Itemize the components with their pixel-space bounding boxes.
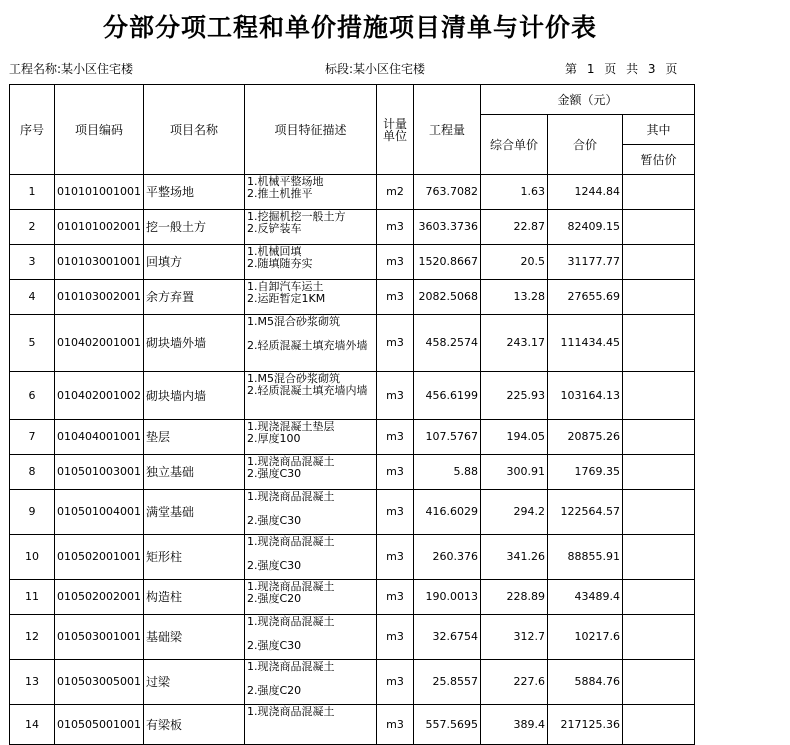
cell-code: 010503005001 <box>55 660 144 705</box>
table-row <box>10 455 695 490</box>
cell-price: 228.89 <box>480 580 547 615</box>
cell-qty: 190.0013 <box>413 580 480 615</box>
cell-total: 27655.69 <box>547 280 622 315</box>
cell-name: 回填方 <box>143 245 244 280</box>
cell-qty: 3603.3736 <box>413 210 480 245</box>
table-row <box>10 535 695 580</box>
cell-unit: m3 <box>376 455 413 490</box>
cell-seq: 11 <box>10 580 55 615</box>
cell-total: 1244.84 <box>547 175 622 210</box>
cell-total: 31177.77 <box>547 245 622 280</box>
cell-provisional <box>622 315 694 372</box>
cell-price: 20.5 <box>480 245 547 280</box>
cell-total: 88855.91 <box>547 535 622 580</box>
section-line <box>325 60 425 77</box>
header-total: 合价 <box>547 115 622 175</box>
cell-qty: 416.6029 <box>413 490 480 535</box>
header-qty: 工程量 <box>413 85 480 175</box>
cell-code: 010402001002 <box>55 372 144 420</box>
cell-seq: 7 <box>10 420 55 455</box>
cell-code: 010505001001 <box>55 705 144 745</box>
cell-code: 010103002001 <box>55 280 144 315</box>
cell-total: 111434.45 <box>547 315 622 372</box>
header-provisional: 暂估价 <box>622 145 694 175</box>
cell-code: 010103001001 <box>55 245 144 280</box>
cell-qty: 456.6199 <box>413 372 480 420</box>
header-amount: 金额（元） <box>480 85 694 115</box>
cell-name: 平整场地 <box>143 175 244 210</box>
cell-seq: 2 <box>10 210 55 245</box>
table-row <box>10 660 695 705</box>
cell-desc: 1.现浇商品混凝土 2.强度C20 <box>244 660 376 705</box>
cell-code: 010501004001 <box>55 490 144 535</box>
cell-price: 389.4 <box>480 705 547 745</box>
cell-desc: 1.现浇商品混凝土 2.强度C30 <box>244 455 376 490</box>
cell-name: 构造柱 <box>143 580 244 615</box>
cell-name: 矩形柱 <box>143 535 244 580</box>
cell-desc: 1.现浇混凝土垫层 2.厚度100 <box>244 420 376 455</box>
cell-price: 225.93 <box>480 372 547 420</box>
cell-code: 010101002001 <box>55 210 144 245</box>
cell-provisional <box>622 705 694 745</box>
cell-price: 300.91 <box>480 455 547 490</box>
cell-unit: m3 <box>376 705 413 745</box>
cell-qty: 260.376 <box>413 535 480 580</box>
cell-desc: 1.现浇商品混凝土 2.强度C30 <box>244 615 376 660</box>
cell-qty: 5.88 <box>413 455 480 490</box>
cell-total: 20875.26 <box>547 420 622 455</box>
cell-price: 22.87 <box>480 210 547 245</box>
cell-name: 砌块墙外墙 <box>143 315 244 372</box>
cell-qty: 557.5695 <box>413 705 480 745</box>
header-seq: 序号 <box>10 85 55 175</box>
cell-code: 010402001001 <box>55 315 144 372</box>
cell-qty: 32.6754 <box>413 615 480 660</box>
cell-code: 010502001001 <box>55 535 144 580</box>
cell-provisional <box>622 615 694 660</box>
cell-desc: 1.现浇商品混凝土 2.强度C20 <box>244 580 376 615</box>
cell-provisional <box>622 535 694 580</box>
cell-provisional <box>622 280 694 315</box>
cell-price: 1.63 <box>480 175 547 210</box>
cell-provisional <box>622 455 694 490</box>
cell-price: 312.7 <box>480 615 547 660</box>
project-label: 工程名称: <box>9 62 62 76</box>
cell-name: 挖一般土方 <box>143 210 244 245</box>
cell-qty: 2082.5068 <box>413 280 480 315</box>
cell-total: 10217.6 <box>547 615 622 660</box>
cell-provisional <box>622 580 694 615</box>
section-label: 标段: <box>325 62 354 76</box>
cell-total: 1769.35 <box>547 455 622 490</box>
cell-seq: 14 <box>10 705 55 745</box>
cell-total: 217125.36 <box>547 705 622 745</box>
cell-unit: m3 <box>376 660 413 705</box>
header-unit-price: 综合单价 <box>480 115 547 175</box>
cell-total: 103164.13 <box>547 372 622 420</box>
cell-provisional <box>622 210 694 245</box>
cell-seq: 8 <box>10 455 55 490</box>
section-name: 某小区住宅楼 <box>353 62 426 76</box>
cell-qty: 1520.8667 <box>413 245 480 280</box>
cell-price: 13.28 <box>480 280 547 315</box>
cell-provisional <box>622 490 694 535</box>
cell-desc: 1.M5混合砂浆砌筑 2.轻质混凝土填充墙外墙 <box>244 315 376 372</box>
cell-desc: 1.M5混合砂浆砌筑 2.轻质混凝土填充墙内墙 <box>244 372 376 420</box>
cell-provisional <box>622 420 694 455</box>
cell-qty: 763.7082 <box>413 175 480 210</box>
cell-unit: m3 <box>376 420 413 455</box>
header-desc: 项目特征描述 <box>244 85 376 175</box>
cell-code: 010502002001 <box>55 580 144 615</box>
table-row <box>10 372 695 420</box>
table-row <box>10 615 695 660</box>
cell-name: 基础梁 <box>143 615 244 660</box>
cell-qty: 458.2574 <box>413 315 480 372</box>
cell-desc: 1.现浇商品混凝土 2.强度C30 <box>244 535 376 580</box>
cell-unit: m3 <box>376 615 413 660</box>
cell-unit: m3 <box>376 245 413 280</box>
cell-name: 砌块墙内墙 <box>143 372 244 420</box>
page-title: 分部分项工程和单价措施项目清单与计价表 <box>102 13 597 42</box>
cell-total: 5884.76 <box>547 660 622 705</box>
table-row <box>10 280 695 315</box>
pricing-table <box>9 84 695 745</box>
cell-price: 227.6 <box>480 660 547 705</box>
cell-desc: 1.挖掘机挖一般土方 2.反铲装车 <box>244 210 376 245</box>
header-unit: 计量单位 <box>376 85 413 175</box>
cell-unit: m3 <box>376 280 413 315</box>
cell-code: 010501003001 <box>55 455 144 490</box>
cell-desc: 1.机械平整场地 2.推土机推平 <box>244 175 376 210</box>
cell-qty: 107.5767 <box>413 420 480 455</box>
cell-provisional <box>622 660 694 705</box>
cell-desc: 1.自卸汽车运土 2.运距暂定1KM <box>244 280 376 315</box>
cell-total: 122564.57 <box>547 490 622 535</box>
cell-desc: 1.机械回填 2.随填随夯实 <box>244 245 376 280</box>
table-row <box>10 490 695 535</box>
project-name-line <box>9 60 133 77</box>
cell-provisional <box>622 175 694 210</box>
cell-seq: 13 <box>10 660 55 705</box>
cell-total: 43489.4 <box>547 580 622 615</box>
cell-desc: 1.现浇商品混凝土 2.强度C30 <box>244 490 376 535</box>
table-row <box>10 705 695 745</box>
cell-unit: m3 <box>376 315 413 372</box>
cell-seq: 12 <box>10 615 55 660</box>
cell-unit: m3 <box>376 535 413 580</box>
cell-desc: 1.现浇商品混凝土 <box>244 705 376 745</box>
cell-price: 341.26 <box>480 535 547 580</box>
header-name: 项目名称 <box>143 85 244 175</box>
cell-name: 余方弃置 <box>143 280 244 315</box>
header-code: 项目编码 <box>55 85 144 175</box>
table-row <box>10 175 695 210</box>
table-row <box>10 420 695 455</box>
cell-seq: 10 <box>10 535 55 580</box>
cell-unit: m3 <box>376 580 413 615</box>
cell-code: 010404001001 <box>55 420 144 455</box>
cell-seq: 1 <box>10 175 55 210</box>
table-row <box>10 210 695 245</box>
project-name: 某小区住宅楼 <box>61 62 134 76</box>
cell-name: 独立基础 <box>143 455 244 490</box>
cell-code: 010101001001 <box>55 175 144 210</box>
cell-provisional <box>622 245 694 280</box>
cell-seq: 5 <box>10 315 55 372</box>
cell-price: 194.05 <box>480 420 547 455</box>
cell-name: 垫层 <box>143 420 244 455</box>
cell-seq: 4 <box>10 280 55 315</box>
cell-seq: 3 <box>10 245 55 280</box>
cell-unit: m3 <box>376 372 413 420</box>
page-info: 第 1 页 共 3 页 <box>565 62 678 76</box>
cell-qty: 25.8557 <box>413 660 480 705</box>
cell-price: 243.17 <box>480 315 547 372</box>
table-row <box>10 315 695 372</box>
cell-code: 010503001001 <box>55 615 144 660</box>
cell-price: 294.2 <box>480 490 547 535</box>
cell-seq: 9 <box>10 490 55 535</box>
cell-seq: 6 <box>10 372 55 420</box>
cell-name: 过梁 <box>143 660 244 705</box>
cell-total: 82409.15 <box>547 210 622 245</box>
cell-name: 有梁板 <box>143 705 244 745</box>
cell-unit: m3 <box>376 210 413 245</box>
table-row <box>10 245 695 280</box>
cell-provisional <box>622 372 694 420</box>
cell-unit: m2 <box>376 175 413 210</box>
header-of-which: 其中 <box>622 115 694 145</box>
table-row <box>10 580 695 615</box>
cell-unit: m3 <box>376 490 413 535</box>
cell-name: 满堂基础 <box>143 490 244 535</box>
